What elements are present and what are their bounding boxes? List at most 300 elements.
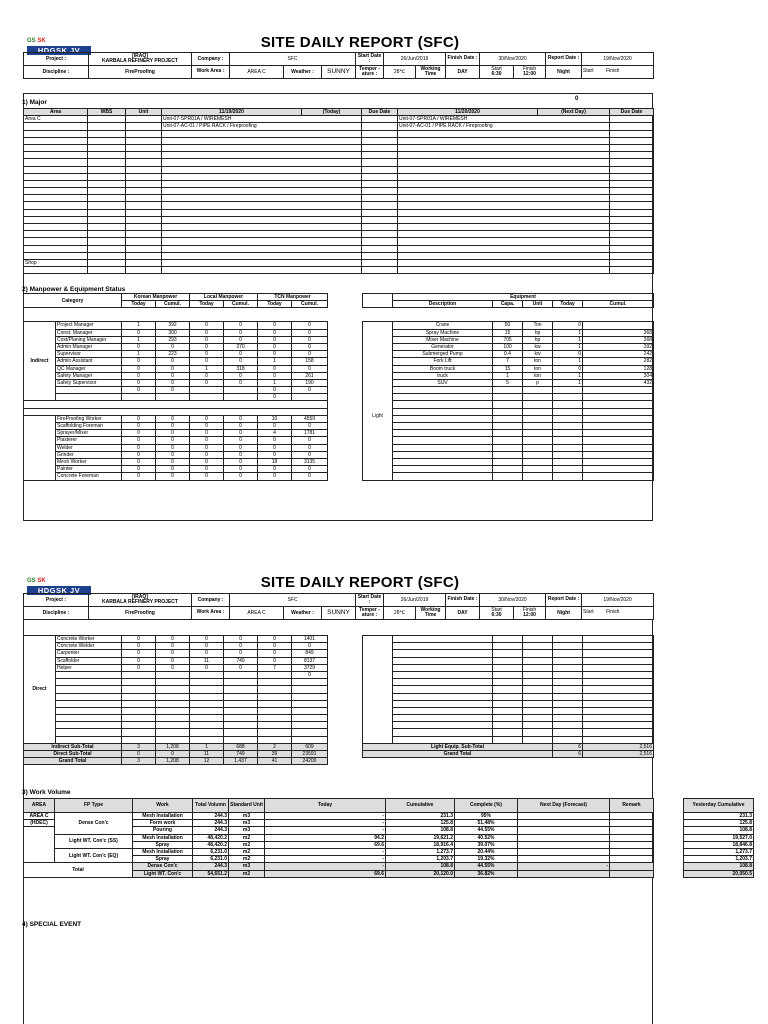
table-cell: 0 [190,372,224,379]
next-day-work [398,224,610,231]
table-cell [610,188,654,195]
table-cell: 1,203.7 [386,856,455,863]
korean-manpower-header: Korean Manpower [122,294,190,301]
table-cell [126,259,162,266]
table-cell [553,650,583,657]
table-cell [523,736,553,743]
table-cell: m3 [229,827,265,834]
table-cell: 12 [190,758,224,765]
equip-description-header: Description [393,301,493,308]
table-cell [583,394,654,401]
table-cell: 0 [190,423,224,430]
table-cell: 1 [122,351,156,358]
equipment-row [363,423,654,430]
next-day-work [398,259,610,266]
area-cell [24,188,88,195]
table-cell [224,394,258,401]
table-cell [56,707,122,714]
equipment-row [363,343,654,350]
yesterday-row [684,827,754,834]
equipment-row [363,451,654,458]
table-cell [122,715,156,722]
table-cell [583,636,654,643]
direct-row [24,664,328,671]
table-cell: 48,420.2 [193,841,229,848]
table-cell [583,401,654,408]
table-cell: 6,231.0 [193,856,229,863]
table-cell [156,394,190,401]
worker-row [24,415,328,422]
table-cell [122,686,156,693]
major-row [24,166,654,173]
table-cell [553,736,583,743]
indirect-subtotal-row [24,743,328,750]
table-cell [88,130,126,137]
table-cell: 3 [122,743,156,750]
table-cell [553,707,583,714]
table-cell [224,679,258,686]
table-cell [553,657,583,664]
project-value: [IRAQ] KARBALA REFINERY PROJECT [89,53,192,66]
table-cell: 0 [292,343,328,350]
yesterday-value: 19,527.0 [684,834,754,841]
equipment-row [363,736,654,743]
table-cell: 51.48% [455,820,518,827]
work-volume-total-row [24,863,654,870]
table-cell [362,130,398,137]
table-cell [190,700,224,707]
table-cell [583,387,654,394]
table-cell [493,458,523,465]
table-cell: 0 [190,444,224,451]
table-cell: 5 [493,379,523,386]
day-finish: Finish 12:00 [514,607,546,620]
table-cell: 41 [258,758,292,765]
table-cell [224,736,258,743]
table-cell: 6 [553,751,583,758]
area-cell [24,173,88,180]
next-day-work [398,137,610,144]
table-cell: 108.8 [386,863,455,870]
table-cell [610,202,654,209]
yesterday-value: 108.8 [684,863,754,870]
table-cell [610,813,654,820]
equipment-row [363,473,654,480]
table-cell [610,848,654,855]
finish-date-label: Finish Date : [446,594,480,607]
indirect-row [24,322,328,329]
table-cell [553,700,583,707]
next-day-work: Unit-07-AC-01 / PIPE RACK / Fireproofing [398,123,610,130]
table-cell: 0 [190,643,224,650]
yesterday-value: 231.3 [684,813,754,820]
table-cell: 94.2 [265,834,386,841]
equipment-row [363,657,654,664]
table-cell: 20.44% [455,848,518,855]
spacer-row [24,401,328,408]
area-cell [24,137,88,144]
table-cell: 749 [224,751,258,758]
table-cell [56,722,122,729]
table-cell: ton [523,372,553,379]
finish-date-label: Finish Date : [446,53,480,66]
table-cell: QC Manager [56,365,122,372]
table-cell [583,693,654,700]
table-cell [393,671,493,678]
local-today-header: Today [190,301,224,308]
equipment-row [363,430,654,437]
today-work [162,259,362,266]
table-cell: 705 [493,336,523,343]
table-cell: 0 [190,636,224,643]
table-cell [156,686,190,693]
worker-row [24,444,328,451]
major-row [24,144,654,151]
table-cell [523,693,553,700]
table-cell: Mesh Installation [133,848,193,855]
table-cell [122,394,156,401]
table-cell: ton [523,365,553,372]
wv-col-header: Remark [610,799,654,813]
table-cell: 0 [258,365,292,372]
table-cell [126,159,162,166]
table-cell: 0 [258,437,292,444]
indirect-row [24,394,328,401]
table-cell [583,686,654,693]
today-work [162,252,362,259]
table-cell [56,394,122,401]
page-title: SITE DAILY REPORT (SFC) [260,34,460,51]
work-area-value: AREA C [230,66,284,79]
table-cell: Project Manager [56,322,122,329]
table-cell: 0 [224,415,258,422]
table-cell [523,451,553,458]
table-cell: 0 [190,451,224,458]
table-cell [493,707,523,714]
table-cell [493,686,523,693]
table-cell [258,700,292,707]
today-work [162,195,362,202]
table-cell [493,430,523,437]
equipment-row [363,336,654,343]
table-cell [583,671,654,678]
table-cell: 609 [292,743,328,750]
table-cell [393,707,493,714]
table-cell: 0 [122,329,156,336]
table-cell: 244.3 [193,827,229,834]
table-cell: 1 [553,336,583,343]
table-cell: 0 [190,343,224,350]
table-cell: 10 [258,415,292,422]
major-col-header: Due Date [610,109,654,116]
today-work [162,137,362,144]
dense-conc: Dense Con'c [55,813,133,835]
major-col-header: 11/19/2020 [162,109,302,116]
report-date-value: 19/Nov/2020 [582,53,654,66]
table-cell [553,715,583,722]
table-cell [122,736,156,743]
table-cell: 293 [156,336,190,343]
table-cell [126,144,162,151]
table-cell [610,180,654,187]
direct-row [24,636,328,643]
table-cell [224,387,258,394]
table-cell [190,387,224,394]
area-cell [24,238,88,245]
table-cell: 0.4 [493,351,523,358]
table-cell [393,408,493,415]
report-page-2 [0,575,768,1015]
table-cell: 0 [292,322,328,329]
table-cell [156,679,190,686]
table-cell [258,671,292,678]
yesterday-row [684,834,754,841]
wv-col-header: FP Type [55,799,133,813]
table-cell: 300 [156,329,190,336]
table-cell: m2 [229,848,265,855]
table-cell [362,159,398,166]
table-cell: truck [393,372,493,379]
table-cell: - [265,813,386,820]
major-col-header: Unit [126,109,162,116]
table-cell: 0 [122,458,156,465]
next-day-work [398,216,610,223]
table-cell [56,693,122,700]
equipment-row [363,401,654,408]
night-times: Start Finish [582,66,654,79]
table-cell [553,729,583,736]
area-cell [24,209,88,216]
table-cell [292,707,328,714]
table-cell [362,231,398,238]
worker-row [24,437,328,444]
major-row [24,202,654,209]
table-cell [56,729,122,736]
today-work [162,245,362,252]
table-cell: 0 [224,643,258,650]
table-cell: 0 [122,643,156,650]
direct-row [24,715,328,722]
table-cell [393,657,493,664]
major-row [24,173,654,180]
table-cell [156,700,190,707]
equipment-row [363,351,654,358]
table-cell: 0 [122,657,156,664]
indirect-row [24,351,328,358]
wv-col-header: Total Volumn [193,799,229,813]
today-work: Unit-07-AC-01 / PIPE RACK / Fireproofing [162,123,362,130]
table-cell [126,173,162,180]
table-cell [518,848,610,855]
table-cell [610,137,654,144]
today-work [162,202,362,209]
indirect-row [24,372,328,379]
manpower-table [23,293,328,481]
equipment-row [363,715,654,722]
yesterday-header-row [684,799,754,813]
table-cell: Indirect Sub-Total [24,743,122,750]
table-cell: 0 [292,336,328,343]
direct-subtotal-row [24,751,328,758]
table-cell: 0 [258,451,292,458]
direct-row [24,686,328,693]
area-cell [24,224,88,231]
table-cell [126,180,162,187]
indirect-row [24,365,328,372]
work-volume-row [24,813,654,820]
table-cell [553,636,583,643]
table-cell: 1 [122,336,156,343]
logo-gs: GS [27,578,36,584]
equipment-grand-total-row [363,751,654,758]
major-row [24,116,654,123]
table-cell [583,473,654,480]
equipment-row [363,671,654,678]
area-cell [24,180,88,187]
table-cell: 318 [224,365,258,372]
table-cell: 0 [258,636,292,643]
table-cell [393,423,493,430]
table-cell: m2 [229,834,265,841]
temperature-value: 28℃ [384,607,416,620]
yesterday-row [684,856,754,863]
table-cell [126,267,162,274]
table-cell [610,827,654,834]
table-cell [88,173,126,180]
table-cell: 0 [156,643,190,650]
table-cell: 0 [156,650,190,657]
table-cell [156,671,190,678]
equipment-row [363,466,654,473]
table-cell [126,209,162,216]
table-cell: Concrete Foreman [56,473,122,480]
category-header: Category [24,294,122,308]
table-cell [393,700,493,707]
equipment-row [363,729,654,736]
table-cell [88,144,126,151]
table-cell: 688 [224,743,258,750]
table-cell [190,729,224,736]
table-cell: - [265,827,386,834]
table-cell: - [265,848,386,855]
table-cell [610,870,654,877]
table-cell [610,259,654,266]
project-label: Project : [24,594,89,607]
light-label: Light [363,322,393,480]
yesterday-cumulative-table [683,798,754,878]
table-cell [610,863,654,870]
table-cell [493,671,523,678]
table-cell: 0 [224,423,258,430]
table-cell [610,209,654,216]
table-cell [493,401,523,408]
table-cell: 0 [122,387,156,394]
spacer-row [363,308,654,322]
light-wt-ss: Light WT. Con'c (SS) [55,834,133,848]
indirect-row [24,336,328,343]
table-cell [258,679,292,686]
table-cell: 0 [224,329,258,336]
table-cell: 19,621.2 [386,834,455,841]
table-cell [393,729,493,736]
table-cell: - [518,863,610,870]
today-work [162,173,362,180]
table-cell [190,686,224,693]
table-cell: 0 [292,444,328,451]
total-label: Total [24,863,133,877]
table-cell [553,437,583,444]
table-cell: 432 [583,379,654,386]
night-label: Night [546,607,582,620]
table-cell: 0 [190,458,224,465]
table-cell: 0 [156,664,190,671]
table-cell: Dense Con'c [133,863,193,870]
wv-col-header: Work [133,799,193,813]
table-cell: Spray Machine [393,329,493,336]
table-cell [190,679,224,686]
table-cell: Painter [56,466,122,473]
table-cell: m3 [229,820,265,827]
table-cell: 0 [122,358,156,365]
table-cell: 108.8 [386,827,455,834]
day-label: DAY [446,66,480,79]
table-cell [523,707,553,714]
table-cell: 244.3 [193,813,229,820]
table-cell [523,686,553,693]
grand-total-row [24,758,328,765]
worker-row [24,430,328,437]
worker-row [24,473,328,480]
project-value: [IRAQ] KARBALA REFINERY PROJECT [89,594,192,607]
table-cell [126,188,162,195]
today-work [162,144,362,151]
table-cell: 24200 [292,758,328,765]
table-cell: 0 [292,643,328,650]
table-cell: 0 [122,379,156,386]
table-cell [88,166,126,173]
table-cell: 0 [224,664,258,671]
table-cell: 0 [258,657,292,664]
table-cell [523,401,553,408]
table-cell [224,722,258,729]
table-cell: Admin Manager [56,343,122,350]
table-cell [362,116,398,123]
table-cell [583,322,654,329]
table-cell [583,437,654,444]
table-cell: 69.6 [265,870,386,877]
table-cell: 0 [224,650,258,657]
table-cell [393,664,493,671]
table-cell [88,231,126,238]
table-cell [583,423,654,430]
table-cell [122,700,156,707]
company-label: Company : [192,53,230,66]
area-cell [24,231,88,238]
table-cell: Submerged Pump [393,351,493,358]
table-cell [610,216,654,223]
table-cell: 0 [156,437,190,444]
table-cell [518,870,610,877]
indirect-row [24,329,328,336]
table-cell [88,152,126,159]
table-cell: 0 [224,444,258,451]
table-cell: 0 [122,451,156,458]
yesterday-value: 125.8 [684,820,754,827]
equipment-row [363,693,654,700]
table-cell: 0 [156,451,190,458]
table-cell [523,650,553,657]
table-cell [362,137,398,144]
